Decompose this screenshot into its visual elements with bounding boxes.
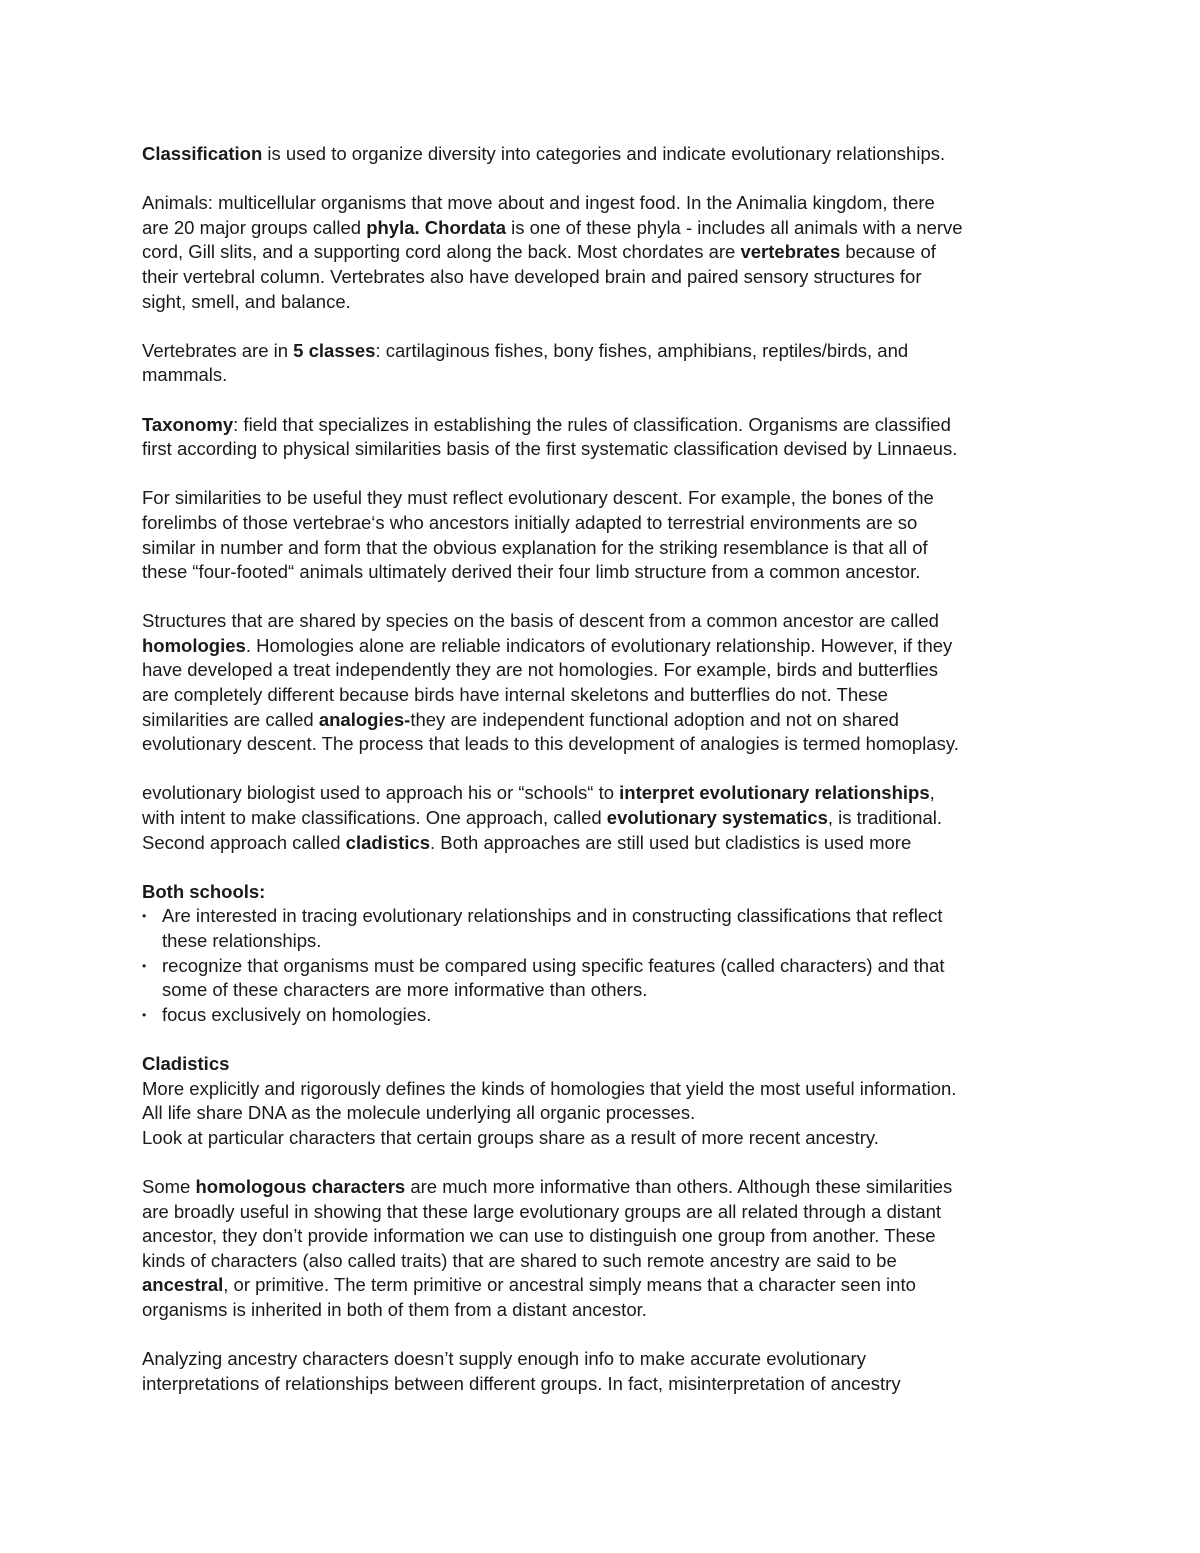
text-line: some of these characters are more informative than others. (162, 979, 648, 1001)
text-span: are 20 major groups called (142, 216, 367, 238)
text-line: are completely different because birds have internal skeletons and butterflies do not. These (142, 684, 888, 706)
cladistics-section (142, 1052, 1072, 1150)
both-schools-list (142, 904, 1072, 1027)
text-line: similar in number and form that the obvious explanation for the striking resemblance is that all of (142, 536, 928, 558)
text-line (142, 1273, 1072, 1298)
bullet-icon: • (142, 909, 147, 924)
text-span: , is traditional. (827, 807, 943, 829)
bold-term: interpret evolutionary relationships (619, 782, 930, 804)
text-line: Structures that are shared by species on the basis of descent from a common ancestor are called (142, 610, 939, 632)
section-heading: Both schools: (142, 880, 266, 902)
text-line: ancestor, they don’t provide information we can use to distinguish one group from another. These (142, 1225, 936, 1247)
text-line: evolutionary descent. The process that leads to this development of analogies is termed homoplasy. (142, 733, 959, 755)
bold-term: Classification (142, 143, 263, 164)
text-line (142, 339, 1072, 364)
text-line (142, 240, 1072, 265)
text-line: focus exclusively on homologies. (162, 1003, 432, 1025)
text-line: sight, smell, and balance. (142, 290, 351, 312)
text-line: first according to physical similarities basis of the first systematic classification devised by Linnaeus. (142, 438, 958, 460)
text-line: For similarities to be useful they must reflect evolutionary descent. For example, the bones of the (142, 487, 934, 509)
text-span: with intent to make classifications. One approach, called (142, 807, 607, 829)
text-span: they are independent functional adoption and not on shared (410, 708, 899, 730)
vertebrate-classes-paragraph (142, 339, 1072, 388)
similarities-paragraph (142, 486, 1072, 584)
text-line: are broadly useful in showing that these large evolutionary groups are all related through a distant (142, 1200, 942, 1222)
list-item (142, 954, 1072, 1003)
bold-term: evolutionary systematics (606, 807, 828, 829)
document-page (142, 142, 1072, 1421)
animals-paragraph (142, 191, 1072, 314)
bullet-icon: • (142, 1007, 147, 1022)
bold-term: Taxonomy (142, 413, 234, 435)
bullet-icon: • (142, 958, 147, 973)
text-line: Are interested in tracing evolutionary relationships and in constructing classifications that reflect (162, 905, 943, 927)
text-line: More explicitly and rigorously defines the kinds of homologies that yield the most useful information. (142, 1077, 957, 1099)
ancestry-paragraph (142, 1347, 1072, 1396)
text-span: evolutionary biologist used to approach his or “schools“ to (142, 782, 620, 804)
text-line: forelimbs of those vertebrae‘s who ancestors initially adapted to terrestrial environments are so (142, 511, 918, 533)
text-span: are much more informative than others. Although these similarities (405, 1175, 953, 1197)
text-line: their vertebral column. Vertebrates also have developed brain and paired sensory structures for (142, 265, 922, 287)
text-span: cord, Gill slits, and a supporting cord along the back. Most chordates are (142, 241, 741, 263)
text-line: interpretations of relationships between different groups. In fact, misinterpretation of ancestry (142, 1372, 901, 1394)
text-line: recognize that organisms must be compared using specific features (called characters) and that (162, 954, 945, 976)
text-span: Vertebrates are in (142, 339, 294, 361)
bold-term: ancestral (142, 1274, 224, 1296)
text-line: Look at particular characters that certain groups share as a result of more recent ancestry. (142, 1126, 879, 1148)
text-line (142, 142, 1072, 167)
text-span: . Homologies alone are reliable indicators of evolutionary relationship. However, if they (245, 634, 953, 656)
text-span: Second approach called (142, 831, 346, 853)
text-line (142, 216, 1072, 241)
text-span: : field that specializes in establishing the rules of classification. Organisms are classified (233, 413, 951, 435)
schools-paragraph (142, 781, 1072, 855)
both-schools-heading (142, 880, 1072, 905)
text-span: , or primitive. The term primitive or ancestral simply means that a character seen into (223, 1274, 916, 1296)
text-line: All life share DNA as the molecule underlying all organic processes. (142, 1102, 696, 1124)
bold-term: homologous characters (195, 1175, 406, 1197)
text-line: Analyzing ancestry characters doesn’t supply enough info to make accurate evolutionary (142, 1348, 866, 1370)
text-span: Some (142, 1175, 196, 1197)
homologies-paragraph (142, 609, 1072, 757)
text-span: because of (840, 241, 936, 263)
text-line: have developed a treat independently they are not homologies. For example, birds and butterflies (142, 659, 938, 681)
text-line: mammals. (142, 364, 228, 386)
text-line: these relationships. (162, 930, 322, 951)
homologous-characters-paragraph (142, 1175, 1072, 1323)
text-span: is used to organize diversity into categories and indicate evolutionary relationships. (262, 143, 946, 164)
bold-term: homologies (142, 634, 246, 656)
classification-paragraph (142, 142, 1072, 167)
list-item (142, 904, 1072, 953)
text-line (142, 1175, 1072, 1200)
text-span: similarities are called (142, 708, 319, 730)
bold-term: analogies- (318, 708, 411, 730)
text-line (142, 413, 1072, 438)
bold-term: vertebrates (740, 241, 841, 263)
text-span: is one of these phyla - includes all animals with a nerve (506, 216, 963, 238)
text-line (142, 781, 1072, 806)
text-span: , (929, 782, 935, 804)
text-line: Animals: multicellular organisms that move about and ingest food. In the Animalia kingdom, there (142, 192, 935, 214)
text-line: organisms is inherited in both of them from a distant ancestor. (142, 1298, 647, 1320)
bold-term: phyla. Chordata (366, 216, 506, 238)
bold-term: 5 classes (293, 339, 376, 361)
text-span: : cartilaginous fishes, bony fishes, amphibians, reptiles/birds, and (375, 339, 909, 361)
text-line (142, 831, 1072, 856)
section-heading: Cladistics (142, 1052, 230, 1074)
text-line (142, 708, 1072, 733)
bold-term: cladistics (345, 831, 430, 853)
text-line (142, 634, 1072, 659)
list-item (142, 1003, 1072, 1028)
text-line: these “four-footed“ animals ultimately derived their four limb structure from a common ancestor. (142, 561, 921, 583)
text-line: kinds of characters (also called traits) that are shared to such remote ancestry are said to be (142, 1249, 897, 1271)
text-line (142, 806, 1072, 831)
taxonomy-paragraph (142, 413, 1072, 462)
text-span: . Both approaches are still used but cladistics is used more (429, 831, 912, 853)
